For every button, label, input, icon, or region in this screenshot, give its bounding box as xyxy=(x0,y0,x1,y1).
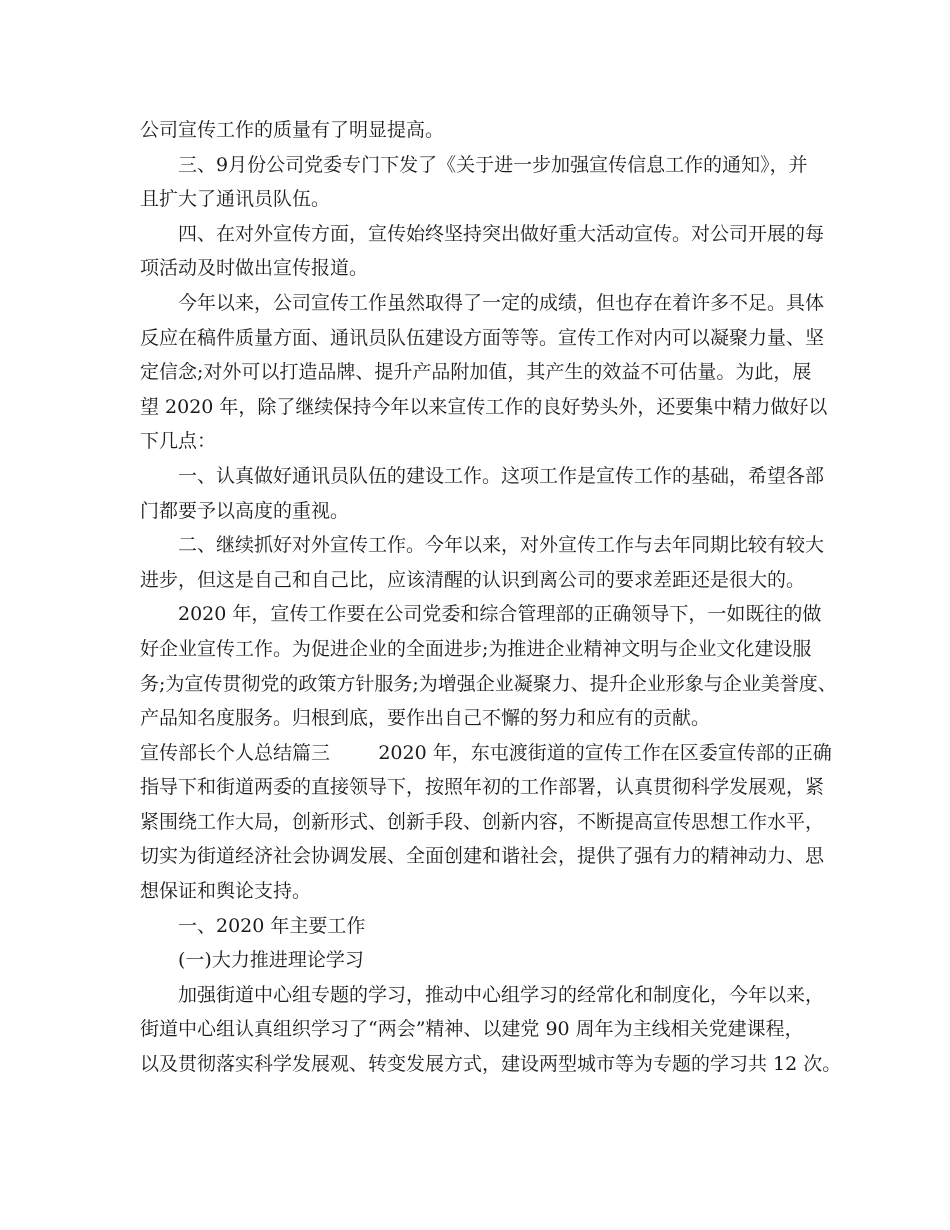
text-line: 加强街道中心组专题的学习，推动中心组学习的经常化和制度化，今年以来， xyxy=(178,983,825,1006)
text-line: 今年以来，公司宣传工作虽然取得了一定的成绩，但也存在着许多不足。具体 xyxy=(178,291,825,314)
text-line: 街道中心组认真组织学习了“两会”精神、以建党 90 周年为主线相关党建课程， xyxy=(140,1018,804,1041)
text-line: 公司宣传工作的质量有了明显提高。 xyxy=(140,119,445,141)
text-line: 好企业宣传工作。为促进企业的全面进步;为推进企业精神文明与企业文化建设服 xyxy=(140,637,812,660)
text-line: 2020 年，宣传工作要在公司党委和综合管理部的正确领导下，一如既往的做 xyxy=(178,603,822,626)
text-line: 切实为街道经济社会协调发展、全面创建和谐社会，提供了强有力的精神动力、思 xyxy=(140,845,825,868)
text-line: 定信念;对外可以打造品牌、提升产品附加值，其产生的效益不可估量。为此，展 xyxy=(140,361,812,384)
text-line: 想保证和舆论支持。 xyxy=(140,880,312,903)
text-line: 下几点： xyxy=(140,430,217,453)
text-line: 反应在稿件质量方面、通讯员队伍建设方面等等。宣传工作对内可以凝聚力量、坚 xyxy=(140,326,825,349)
text-line: 以及贯彻落实科学发展观、转变发展方式，建设两型城市等为专题的学习共 12 次。 xyxy=(140,1053,842,1076)
text-line: 望 2020 年，除了继续保持今年以来宣传工作的良好势头外，还要集中精力做好以 xyxy=(140,395,828,418)
text-line: 一、认真做好通讯员队伍的建设工作。这项工作是宣传工作的基础，希望各部 xyxy=(178,464,825,487)
text-line: 门都要予以高度的重视。 xyxy=(140,499,350,522)
text-line: 指导下和街道两委的直接领导下，按照年初的工作部署，认真贯彻科学发展观，紧 xyxy=(140,776,825,799)
text-line: 二、继续抓好对外宣传工作。今年以来，对外宣传工作与去年同期比较有较大 xyxy=(178,534,825,557)
text-line: 宣传部长个人总结篇三 2020 年，东屯渡街道的宣传工作在区委宣传部的正确 xyxy=(140,741,832,764)
text-line: 进步，但这是自己和自己比，应该清醒的认识到离公司的要求差距还是很大的。 xyxy=(140,568,806,591)
text-line: 紧围绕工作大局，创新形式、创新手段、创新内容，不断提高宣传思想工作水平， xyxy=(140,810,825,833)
text-line: 产品知名度服务。归根到底，要作出自己不懈的努力和应有的贡献。 xyxy=(140,707,711,730)
text-line: 一、2020 年主要工作 xyxy=(178,914,366,937)
text-line: 三、9月份公司党委专门下发了《关于进一步加强宣传信息工作的通知》，并 xyxy=(178,153,808,176)
text-line: 项活动及时做出宣传报道。 xyxy=(140,257,369,280)
text-line: 四、在对外宣传方面，宣传始终坚持突出做好重大活动宣传。对公司开展的每 xyxy=(178,222,825,245)
text-line: 且扩大了通讯员队伍。 xyxy=(140,188,331,211)
text-line: (一)大力推进理论学习 xyxy=(178,949,364,972)
document-body xyxy=(140,113,842,1082)
text-line: 务;为宣传贯彻党的政策方针服务;为增强企业凝聚力、提升企业形象与企业美誉度、 xyxy=(140,672,837,695)
